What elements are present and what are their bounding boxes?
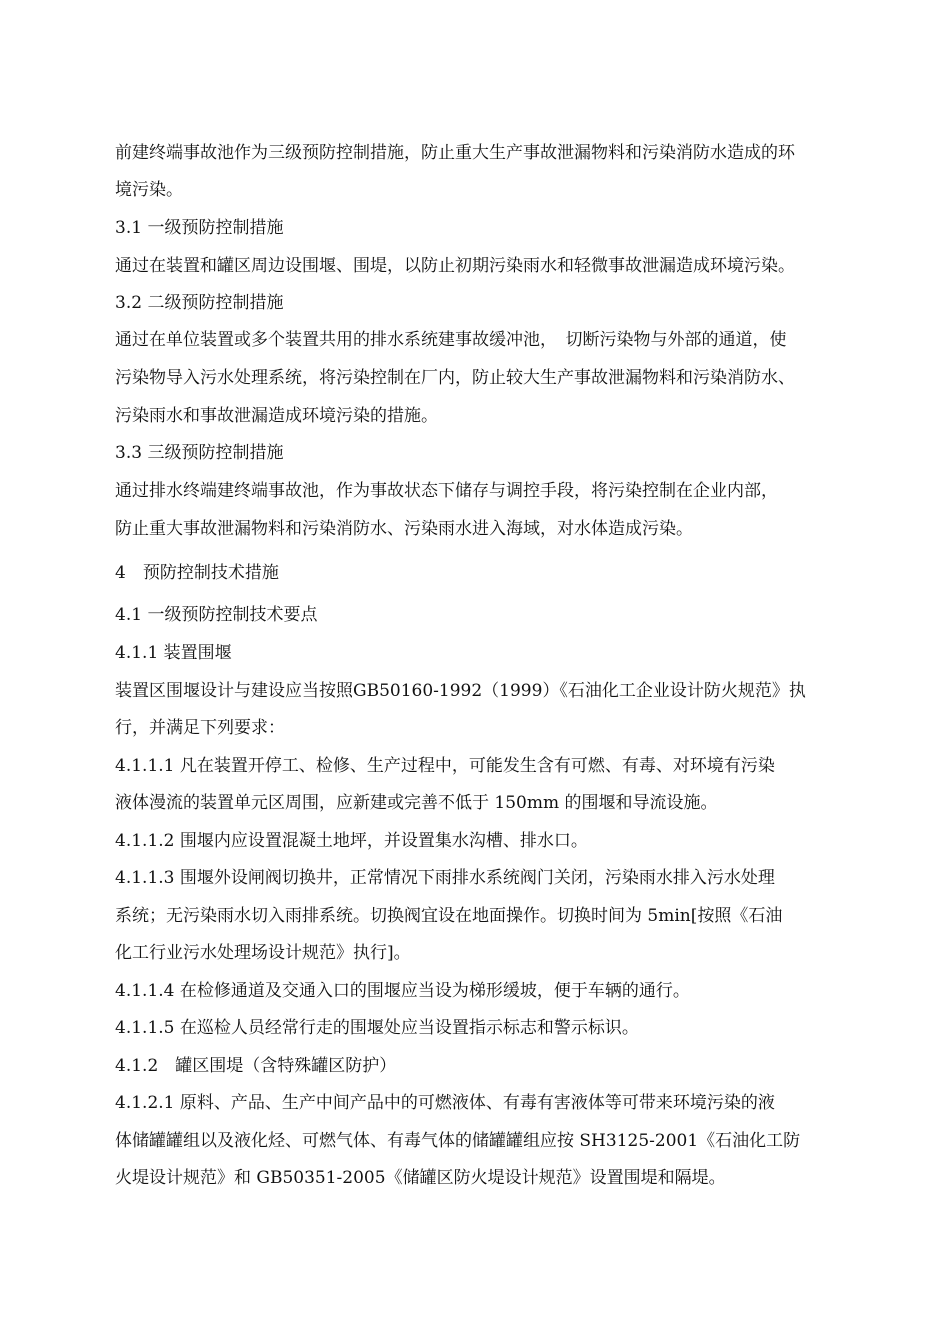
- body-text-line: 液体漫流的装置单元区周围，应新建或完善不低于 150mm 的围堰和导流设施。: [115, 793, 718, 813]
- body-text-line: 前建终端事故池作为三级预防控制措施，防止重大生产事故泄漏物料和污染消防水造成的环: [115, 143, 795, 163]
- body-text-line: 装置区围堰设计与建设应当按照GB50160-1992（1999）《石油化工企业设计防火规范》执: [115, 681, 806, 701]
- body-text-line: 化工行业污水处理场设计规范》执行]。: [115, 943, 411, 963]
- section-heading: 3.3 三级预防控制措施: [115, 443, 284, 463]
- body-text-line: 4.1.2.1 原料、产品、生产中间产品中的可燃液体、有毒有害液体等可带来环境污染的液: [115, 1093, 775, 1113]
- section-heading: 4.1 一级预防控制技术要点: [115, 605, 318, 625]
- body-text-line: 防止重大事故泄漏物料和污染消防水、污染雨水进入海域，对水体造成污染。: [115, 519, 693, 539]
- body-text-line: 4.1.1.1 凡在装置开停工、检修、生产过程中，可能发生含有可燃、有毒、对环境有污染: [115, 756, 775, 776]
- body-text-line: 通过排水终端建终端事故池，作为事故状态下储存与调控手段，将污染控制在企业内部，: [115, 481, 778, 501]
- section-heading: 4.1.2 罐区围堤（含特殊罐区防护）: [115, 1056, 397, 1076]
- body-text-line: 境污染。: [115, 180, 183, 200]
- body-text-line: 4.1.1.5 在巡检人员经常行走的围堰处应当设置指示标志和警示标识。: [115, 1018, 639, 1038]
- body-text-line: 通过在装置和罐区周边设围堰、围堤，以防止初期污染雨水和轻微事故泄漏造成环境污染。: [115, 256, 795, 276]
- section-heading: 4.1.1 装置围堰: [115, 643, 232, 663]
- body-text-line: 火堤设计规范》和 GB50351-2005《储罐区防火堤设计规范》设置围堤和隔堤。: [115, 1168, 726, 1188]
- body-text-line: 污染雨水和事故泄漏造成环境污染的措施。: [115, 406, 438, 426]
- body-text-line: 污染物导入污水处理系统，将污染控制在厂内，防止较大生产事故泄漏物料和污染消防水、: [115, 368, 795, 388]
- body-text-line: 4.1.1.2 围堰内应设置混凝土地坪，并设置集水沟槽、排水口。: [115, 831, 588, 851]
- chapter-heading: 4 预防控制技术措施: [115, 563, 279, 583]
- section-heading: 3.2 二级预防控制措施: [115, 293, 284, 313]
- body-text-line: 4.1.1.3 围堰外设闸阀切换井，正常情况下雨排水系统阀门关闭，污染雨水排入污水处理: [115, 868, 775, 888]
- body-text-line: 系统；无污染雨水切入雨排系统。切换阀宜设在地面操作。切换时间为 5min[按照《石油: [115, 906, 783, 926]
- body-text-line: 通过在单位装置或多个装置共用的排水系统建事故缓冲池， 切断污染物与外部的通道，使: [115, 330, 787, 350]
- body-text-line: 4.1.1.4 在检修通道及交通入口的围堰应当设为梯形缓坡，便于车辆的通行。: [115, 981, 690, 1001]
- section-heading: 3.1 一级预防控制措施: [115, 218, 284, 238]
- body-text-line: 体储罐罐组以及液化烃、可燃气体、有毒气体的储罐罐组应按 SH3125-2001《石油化工防: [115, 1131, 801, 1151]
- body-text-line: 行，并满足下列要求：: [115, 718, 285, 738]
